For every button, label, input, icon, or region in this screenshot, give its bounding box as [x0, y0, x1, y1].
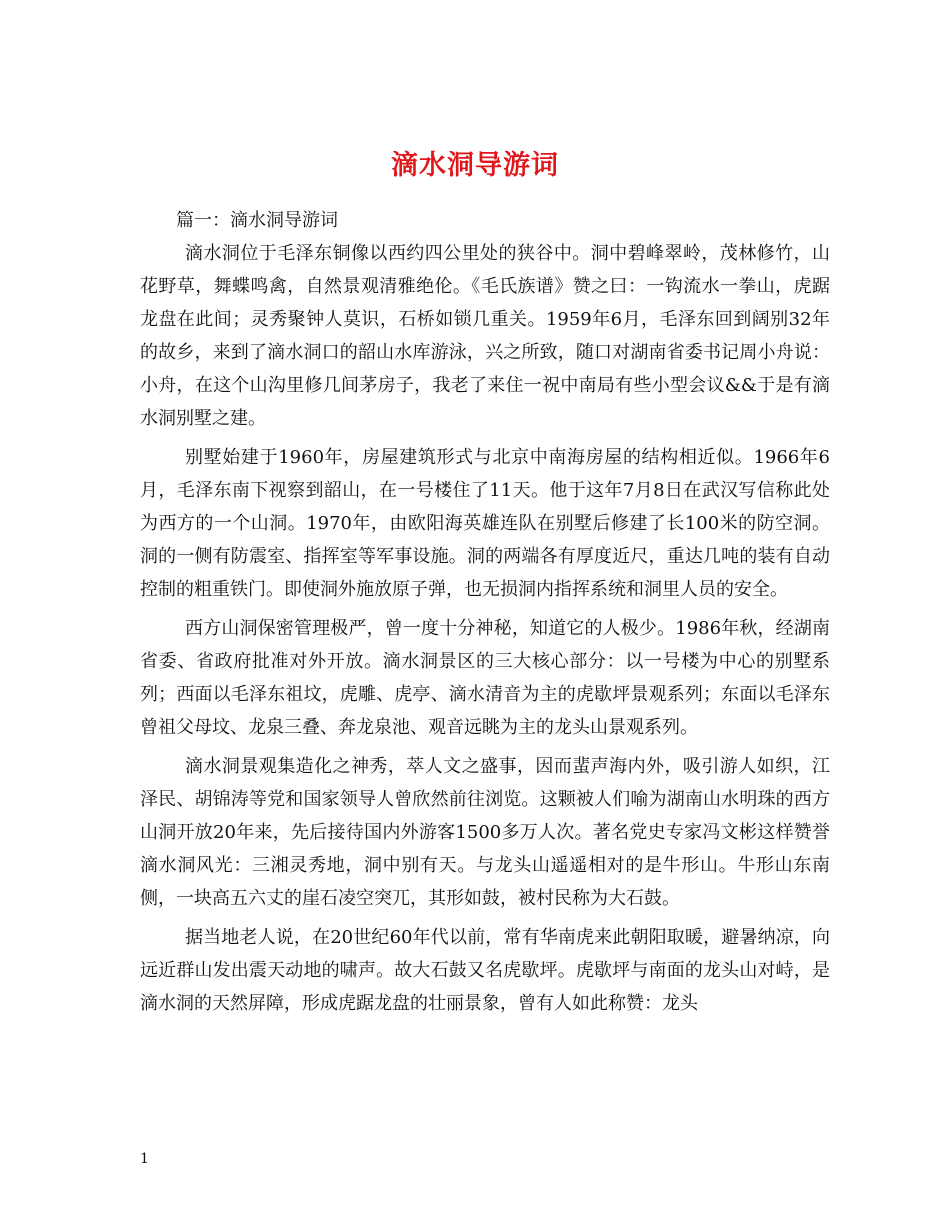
page-title: 滴水洞导游词	[391, 150, 559, 182]
paragraph-4: 滴水洞景观集造化之神秀，萃人文之盛事，因而蜚声海内外，吸引游人如织，江泽民、胡锦涛等党和国家领导人曾欣然前往浏览。这颗被人们喻为湖南山水明珠的西方山洞开放20年来，先后接待国内外游客1500多万人次。著名党史专家冯文彬这样赞誉滴水洞风光：三湘灵秀地，洞中别有天。与龙头山遥遥相对的是牛形山。牛形山东南侧，一块高五六丈的崖石凌空突兀，其形如鼓，被村民称为大石鼓。	[140, 756, 830, 909]
document-body	[140, 204, 830, 1020]
section-subheading: 篇一：滴水洞导游词	[176, 210, 338, 231]
paragraph-3: 西方山洞保密管理极严，曾一度十分神秘，知道它的人极少。1986年秋，经湖南省委、省政府批准对外开放。滴水洞景区的三大核心部分：以一号楼为中心的别墅系列；西面以毛泽东祖坟，虎雕、虎亭、滴水清音为主的虎歇坪景观系列；东面以毛泽东曾祖父母坟、龙泉三叠、奔龙泉池、观音远眺为主的龙头山景观系列。	[140, 618, 830, 738]
paragraph-5: 据当地老人说，在20世纪60年代以前，常有华南虎来此朝阳取暖，避暑纳凉，向远近群山发出震天动地的啸声。故大石鼓又名虎歇坪。虎歇坪与南面的龙头山对峙，是滴水洞的天然屏障，形成虎踞龙盘的壮丽景象，曾有人如此称赞：龙头	[140, 927, 830, 1014]
paragraph-1: 滴水洞位于毛泽东铜像以西约四公里处的狭谷中。洞中碧峰翠岭，茂林修竹，山花野草，舞蝶鸣禽，自然景观清雅绝伦。《毛氏族谱》赞之曰：一钩流水一拳山，虎踞龙盘在此间；灵秀聚钟人莫识，石桥如锁几重关。1959年6月，毛泽东回到阔别32年的故乡，来到了滴水洞口的韶山水库游泳，兴之所致，随口对湖南省委书记周小舟说：小舟，在这个山沟里修几间茅房子，我老了来住一祝中南局有些小型会议&&于是有滴水洞别墅之建。	[140, 243, 830, 429]
page-number: 1	[140, 1151, 149, 1167]
paragraph-2: 别墅始建于1960年，房屋建筑形式与北京中南海房屋的结构相近似。1966年6月，毛泽东南下视察到韶山，在一号楼住了11天。他于这年7月8日在武汉写信称此处为西方的一个山洞。1970年，由欧阳海英雄连队在别墅后修建了长100米的防空洞。洞的一侧有防震室、指挥室等军事设施。洞的两端各有厚度近尺，重达几吨的装有自动控制的粗重铁门。即使洞外施放原子弹，也无损洞内指挥系统和洞里人员的安全。	[140, 447, 830, 600]
